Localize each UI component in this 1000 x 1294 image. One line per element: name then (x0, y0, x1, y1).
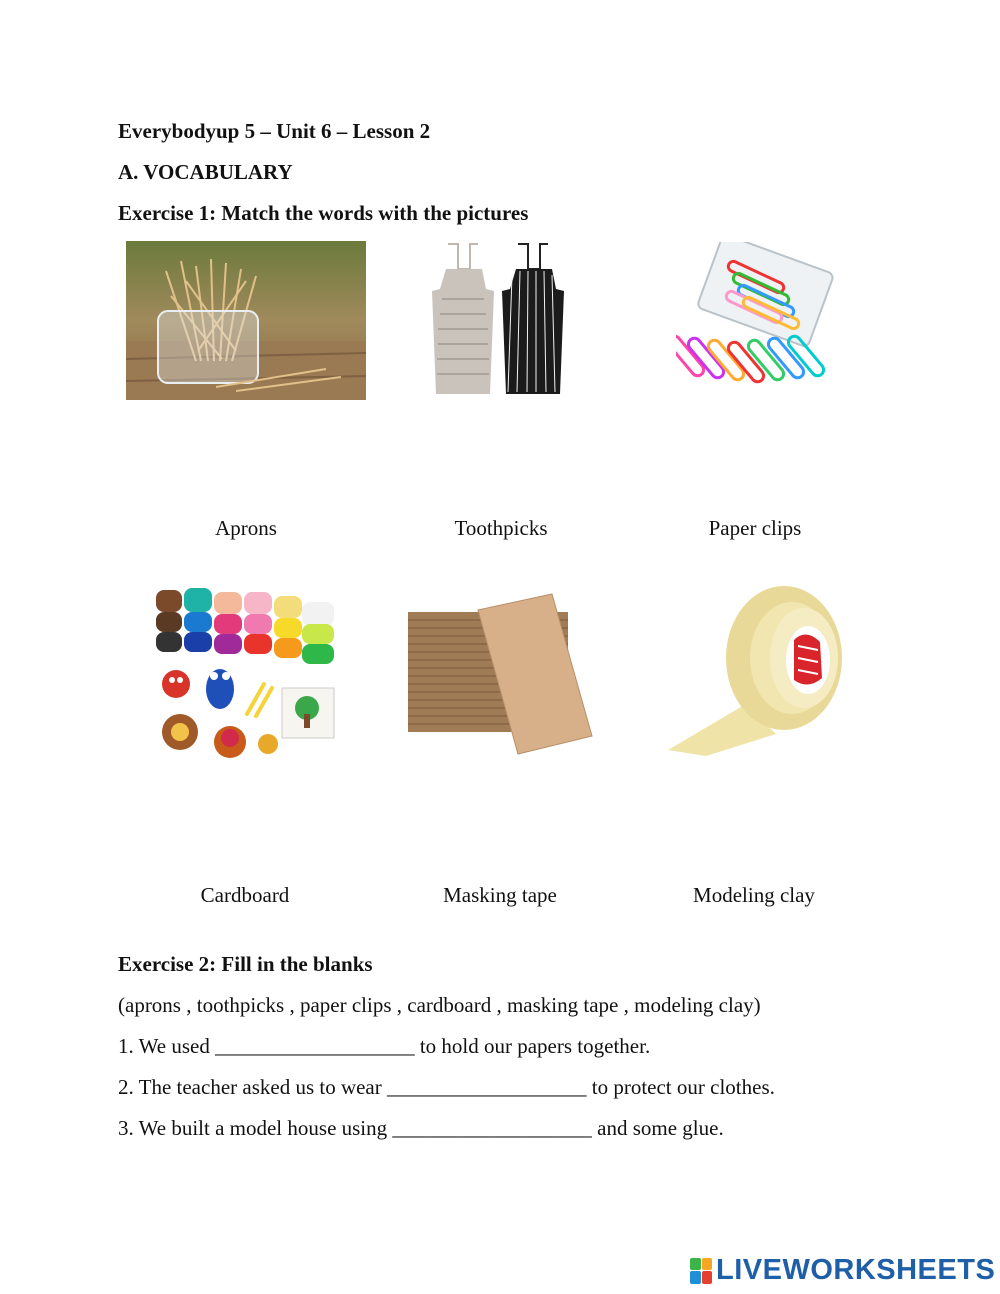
exercise2-title: Exercise 2: Fill in the blanks (118, 952, 373, 976)
brand-name: LIVEWORKSHEETS (716, 1254, 996, 1286)
sentence-1[interactable]: 1. We used ___________________ to hold our papers together. (118, 1034, 651, 1058)
paper-clips-picture (676, 242, 836, 392)
section-heading: A. VOCABULARY (118, 160, 293, 184)
aprons-picture (428, 239, 568, 397)
masking-tape-picture (666, 584, 842, 756)
sentence-2[interactable]: 2. The teacher asked us to wear ___________________ to protect our clothes. (118, 1075, 775, 1099)
cardboard-picture (406, 592, 594, 758)
worksheet-title: Everybodyup 5 – Unit 6 – Lesson 2 (118, 119, 431, 143)
liveworksheets-logo (690, 1254, 995, 1287)
word-paper-clips: Paper clips (708, 516, 802, 540)
word-toothpicks: Toothpicks (454, 516, 548, 540)
word-masking-tape: Masking tape (443, 883, 557, 907)
sentence-3[interactable]: 3. We built a model house using ___________________ and some glue. (118, 1116, 724, 1140)
modeling-clay-picture (152, 584, 340, 764)
word-bank: (aprons , toothpicks , paper clips , cardboard , masking tape , modeling clay) (118, 993, 761, 1017)
word-aprons: Aprons (215, 516, 277, 540)
liveworksheets-logo-icon (690, 1258, 712, 1284)
exercise1-title: Exercise 1: Match the words with the pictures (118, 201, 529, 225)
word-cardboard: Cardboard (200, 883, 290, 907)
toothpicks-jar-picture (126, 241, 366, 400)
word-modeling-clay: Modeling clay (693, 883, 815, 907)
